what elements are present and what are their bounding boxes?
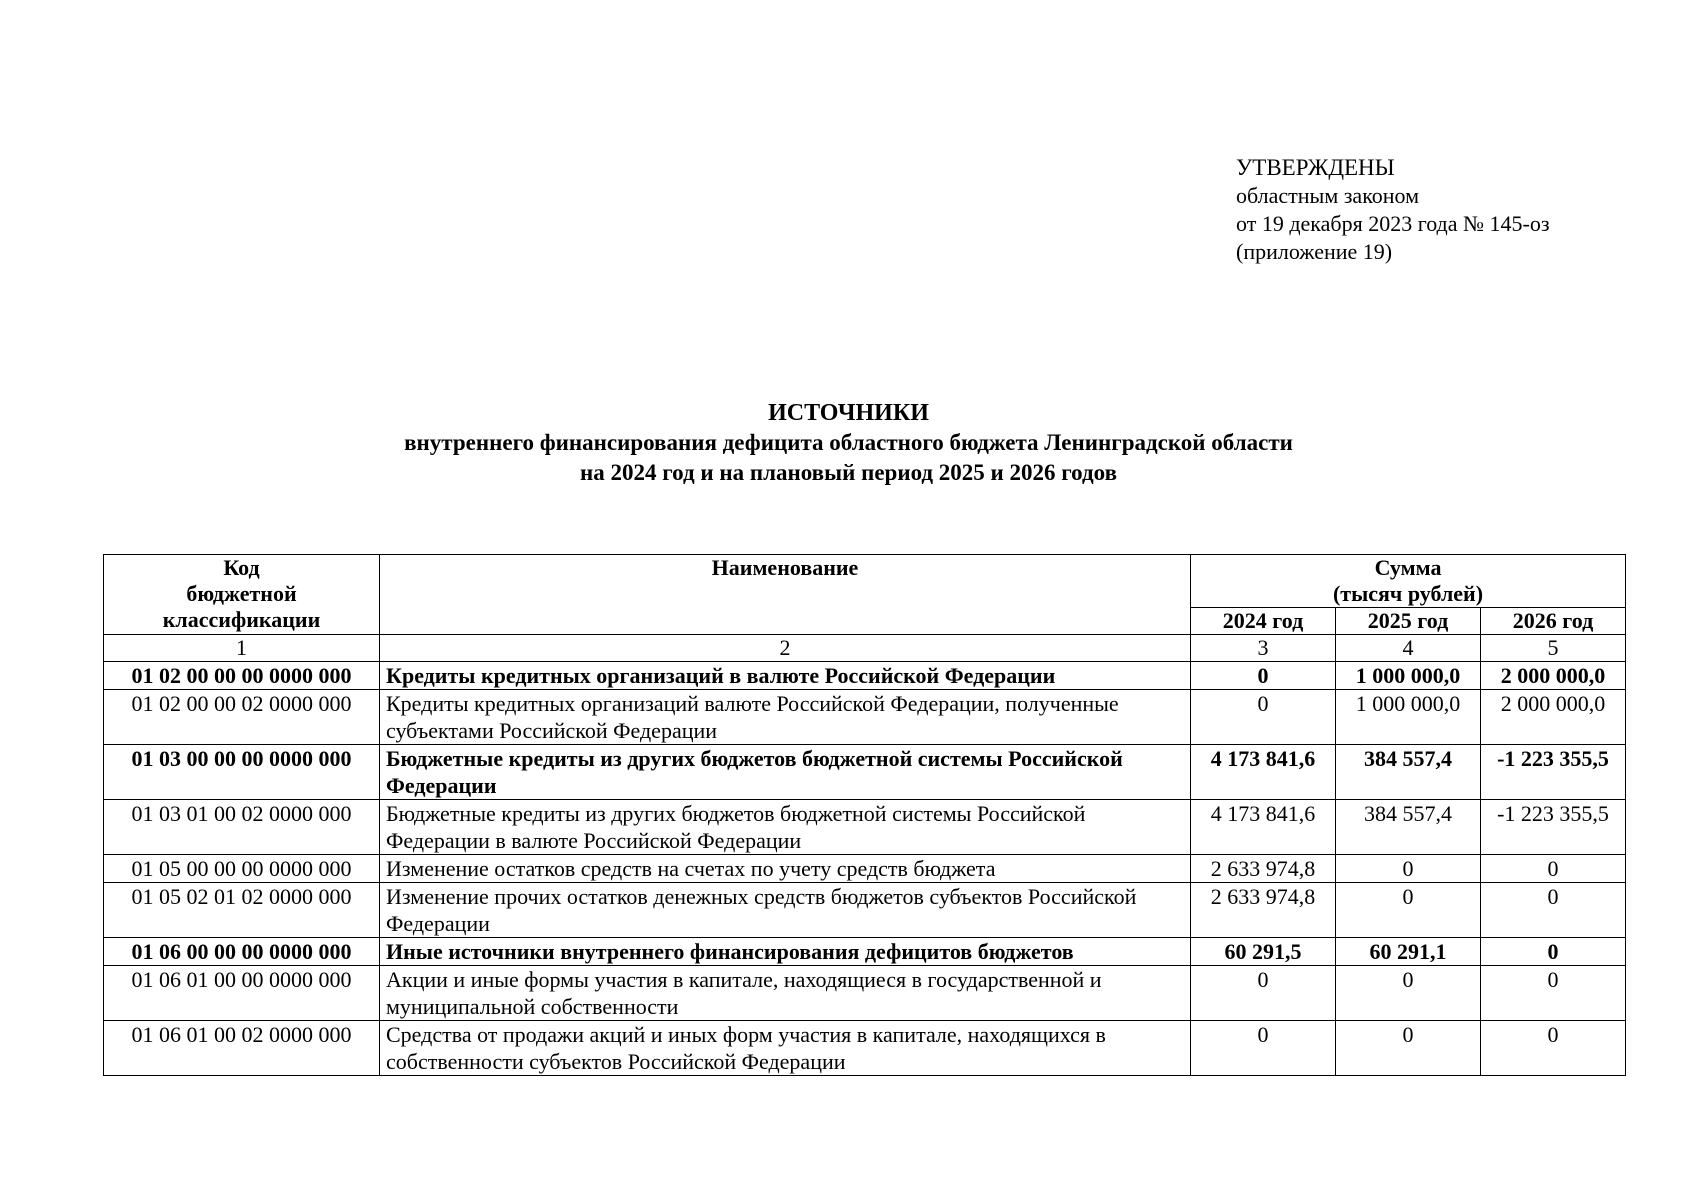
source-name-cell: Кредиты кредитных организаций в валюте Российской Федерации	[380, 662, 1191, 690]
table-row	[104, 883, 1626, 938]
header-code-line-3: классификации	[162, 607, 321, 632]
amount-2025-cell: 0	[1336, 966, 1481, 1021]
table-row	[104, 855, 1626, 883]
source-name-cell: Бюджетные кредиты из других бюджетов бюджетной системы Российской Федерации	[380, 745, 1191, 800]
amount-2026-cell: -1 223 355,5	[1481, 800, 1626, 855]
header-name: Наименование	[380, 555, 1191, 635]
amount-2025-cell: 384 557,4	[1336, 800, 1481, 855]
source-name-cell: Акции и иные формы участия в капитале, находящиеся в государственной и муниципальной собственности	[380, 966, 1191, 1021]
amount-2024-cell: 4 173 841,6	[1191, 800, 1336, 855]
budget-code-cell: 01 02 00 00 02 0000 000	[104, 690, 380, 745]
table-row	[104, 690, 1626, 745]
column-number: 2	[380, 635, 1191, 662]
column-number: 4	[1336, 635, 1481, 662]
source-name-cell: Изменение прочих остатков денежных средств бюджетов субъектов Российской Федерации	[380, 883, 1191, 938]
amount-2025-cell: 0	[1336, 1021, 1481, 1076]
source-name-cell: Иные источники внутреннего финансирования дефицитов бюджетов	[380, 938, 1191, 966]
amount-2026-cell: 0	[1481, 966, 1626, 1021]
budget-code-cell: 01 03 01 00 02 0000 000	[104, 800, 380, 855]
amount-2025-cell: 1 000 000,0	[1336, 690, 1481, 745]
amount-2025-cell: 0	[1336, 883, 1481, 938]
approval-heading: УТВЕРЖДЕНЫ	[1236, 155, 1395, 180]
amount-2026-cell: 0	[1481, 883, 1626, 938]
column-number: 3	[1191, 635, 1336, 662]
header-sum-line-2: (тысяч рублей)	[1332, 581, 1484, 606]
title-line-3: на 2024 год и на плановый период 2025 и 2026 годов	[580, 460, 1117, 485]
amount-2024-cell: 0	[1191, 662, 1336, 690]
approval-block	[1236, 154, 1550, 266]
amount-2026-cell: 2 000 000,0	[1481, 690, 1626, 745]
amount-2025-cell: 0	[1336, 855, 1481, 883]
budget-code-cell: 01 02 00 00 00 0000 000	[104, 662, 380, 690]
table-row	[104, 1021, 1626, 1076]
amount-2024-cell: 4 173 841,6	[1191, 745, 1336, 800]
amount-2026-cell: 2 000 000,0	[1481, 662, 1626, 690]
document-title	[0, 398, 1697, 488]
source-name-cell: Средства от продажи акций и иных форм участия в капитале, находящихся в собственности субъектов Российской Федерации	[380, 1021, 1191, 1076]
source-name-cell: Бюджетные кредиты из других бюджетов бюджетной системы Российской Федерации в валюте Российской Федерации	[380, 800, 1191, 855]
amount-2026-cell: -1 223 355,5	[1481, 745, 1626, 800]
amount-2025-cell: 60 291,1	[1336, 938, 1481, 966]
budget-code-cell: 01 03 00 00 00 0000 000	[104, 745, 380, 800]
amount-2024-cell: 0	[1191, 690, 1336, 745]
column-numbers-row	[104, 635, 1626, 662]
source-name-cell: Кредиты кредитных организаций валюте Российской Федерации, полученные субъектами Российской Федерации	[380, 690, 1191, 745]
budget-code-cell: 01 05 02 01 02 0000 000	[104, 883, 380, 938]
budget-code-cell: 01 06 01 00 00 0000 000	[104, 966, 380, 1021]
budget-code-cell: 01 06 00 00 00 0000 000	[104, 938, 380, 966]
title-line-2: внутреннего финансирования дефицита областного бюджета Ленинградской области	[404, 430, 1293, 455]
amount-2024-cell: 0	[1191, 966, 1336, 1021]
source-name-cell: Изменение остатков средств на счетах по учету средств бюджета	[380, 855, 1191, 883]
header-sum-line-1: Сумма	[1374, 555, 1442, 580]
table-row	[104, 938, 1626, 966]
approval-appendix: (приложение 19)	[1236, 239, 1393, 264]
amount-2026-cell: 0	[1481, 938, 1626, 966]
amount-2026-cell: 0	[1481, 855, 1626, 883]
amount-2025-cell: 384 557,4	[1336, 745, 1481, 800]
header-code-line-1: Код	[223, 555, 260, 580]
amount-2024-cell: 0	[1191, 1021, 1336, 1076]
header-year-2024: 2024 год	[1191, 608, 1336, 635]
table-row	[104, 745, 1626, 800]
column-number: 1	[104, 635, 380, 662]
column-number: 5	[1481, 635, 1626, 662]
amount-2024-cell: 2 633 974,8	[1191, 883, 1336, 938]
budget-code-cell: 01 05 00 00 00 0000 000	[104, 855, 380, 883]
amount-2024-cell: 2 633 974,8	[1191, 855, 1336, 883]
table-row	[104, 966, 1626, 1021]
amount-2026-cell: 0	[1481, 1021, 1626, 1076]
title-line-1: ИСТОЧНИКИ	[768, 400, 929, 426]
header-year-2026: 2026 год	[1481, 608, 1626, 635]
sources-table	[103, 554, 1626, 1076]
table-row	[104, 662, 1626, 690]
header-year-2025: 2025 год	[1336, 608, 1481, 635]
budget-code-cell: 01 06 01 00 02 0000 000	[104, 1021, 380, 1076]
header-code-line-2: бюджетной	[186, 581, 297, 606]
header-code	[104, 555, 380, 635]
header-sum	[1191, 555, 1626, 608]
table-row	[104, 800, 1626, 855]
amount-2025-cell: 1 000 000,0	[1336, 662, 1481, 690]
amount-2024-cell: 60 291,5	[1191, 938, 1336, 966]
approval-date: от 19 декабря 2023 года № 145-оз	[1236, 211, 1550, 236]
approval-law: областным законом	[1236, 183, 1420, 208]
